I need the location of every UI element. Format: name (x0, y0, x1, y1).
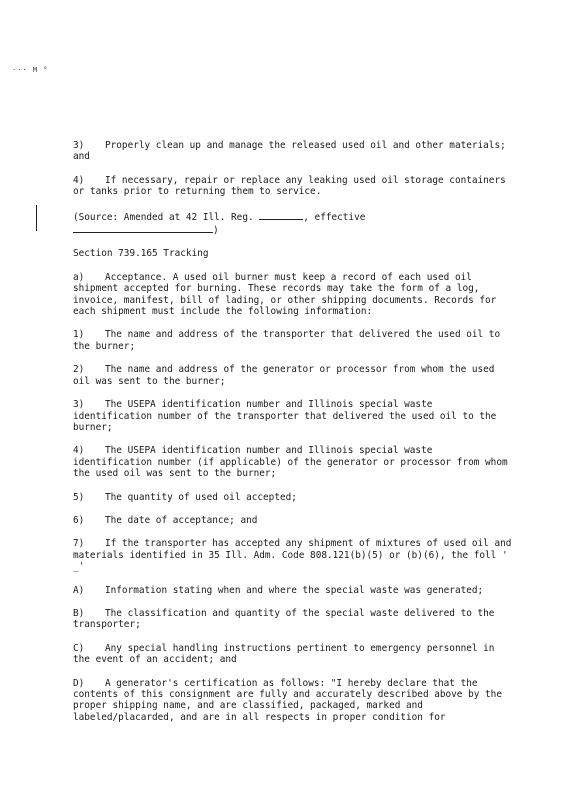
corner-mark: ··· M ° (12, 66, 49, 74)
item-text: The date of acceptance; and (105, 514, 258, 526)
item-text: If the transporter has accepted any shipment of mixtures of used oil and materials identified in 35 Ill. Adm. Code 808.121(b)(5) or (b)(6), the foll ' _' (73, 538, 512, 573)
list-item (73, 140, 513, 163)
list-item (73, 399, 513, 433)
item-text: If necessary, repair or replace any leaking used oil storage containers or tanks prior to returning them to service. (73, 174, 506, 198)
item-text: The classification and quantity of the special waste delivered to the transporter; (73, 607, 495, 631)
list-item (73, 492, 513, 503)
source-suffix: ) (213, 225, 219, 237)
list-item (73, 329, 513, 352)
item-number: 6) (73, 514, 85, 526)
item-number: B) (73, 607, 85, 619)
item-text: Acceptance. A used oil burner must keep a record of each used oil shipment accepted for burning. These records may take the form of a log, invoice, manifest, bill of lading, or other shipping documents. Records for each shipment must include the following information: (73, 271, 497, 318)
item-number: 3) (73, 399, 85, 411)
item-number: a) (73, 271, 85, 283)
item-text: The quantity of used oil accepted; (105, 491, 297, 503)
item-number: 4) (73, 445, 85, 457)
item-number: 5) (73, 491, 85, 503)
section-heading: Section 739.165 Tracking (73, 248, 209, 260)
list-item (73, 364, 513, 387)
item-number: D) (73, 677, 85, 689)
list-item (73, 175, 513, 198)
register-blank (259, 210, 303, 220)
list-item (73, 445, 513, 479)
source-middle: , effective (303, 211, 366, 223)
item-text: The name and address of the generator or processor from whom the used oil was sent to the burner; (73, 364, 495, 387)
item-text: Properly clean up and manage the released used oil and other materials; and (73, 140, 506, 163)
item-text: Any special handling instructions pertinent to emergency personnel in the event of an accident; and (73, 642, 495, 666)
item-number: C) (73, 642, 85, 654)
source-prefix: (Source: Amended at 42 Ill. Reg. (73, 211, 260, 223)
item-number: 1) (73, 329, 85, 341)
item-text: The USEPA identification number and Illinois special waste identification number of the transporter that delivered the used oil to the burner; (73, 399, 497, 433)
sub-list-item (73, 678, 513, 724)
item-text: The USEPA identification number and Illinois special waste identification number (if applicable) of the generator or processor from whom the used oil was sent to the burner; (73, 445, 508, 480)
item-number: 4) (73, 174, 85, 186)
item-text: A generator's certification as follows: "I hereby declare that the contents of this consignment are fully and accurately described above by the proper shipping name, and are classified, packaged, marked and labeled/placarded, and are in all respects in proper condition for (73, 677, 502, 723)
effective-date-blank (73, 223, 213, 233)
source-note (73, 210, 513, 237)
item-number: 3) (73, 140, 85, 151)
sub-list-item (73, 643, 513, 666)
document-body (73, 140, 513, 735)
revision-margin-bar (36, 205, 37, 231)
sub-list-item (73, 608, 513, 631)
list-item (73, 538, 513, 572)
item-number: 7) (73, 538, 85, 550)
list-item (73, 515, 513, 526)
item-text: The name and address of the transporter that delivered the used oil to the burner; (73, 329, 501, 352)
item-text: Information stating when and where the special waste was generated; (105, 584, 484, 596)
item-number: A) (73, 584, 85, 596)
item-number: 2) (73, 364, 85, 376)
sub-list-item (73, 585, 513, 596)
paragraph-a (73, 272, 513, 318)
